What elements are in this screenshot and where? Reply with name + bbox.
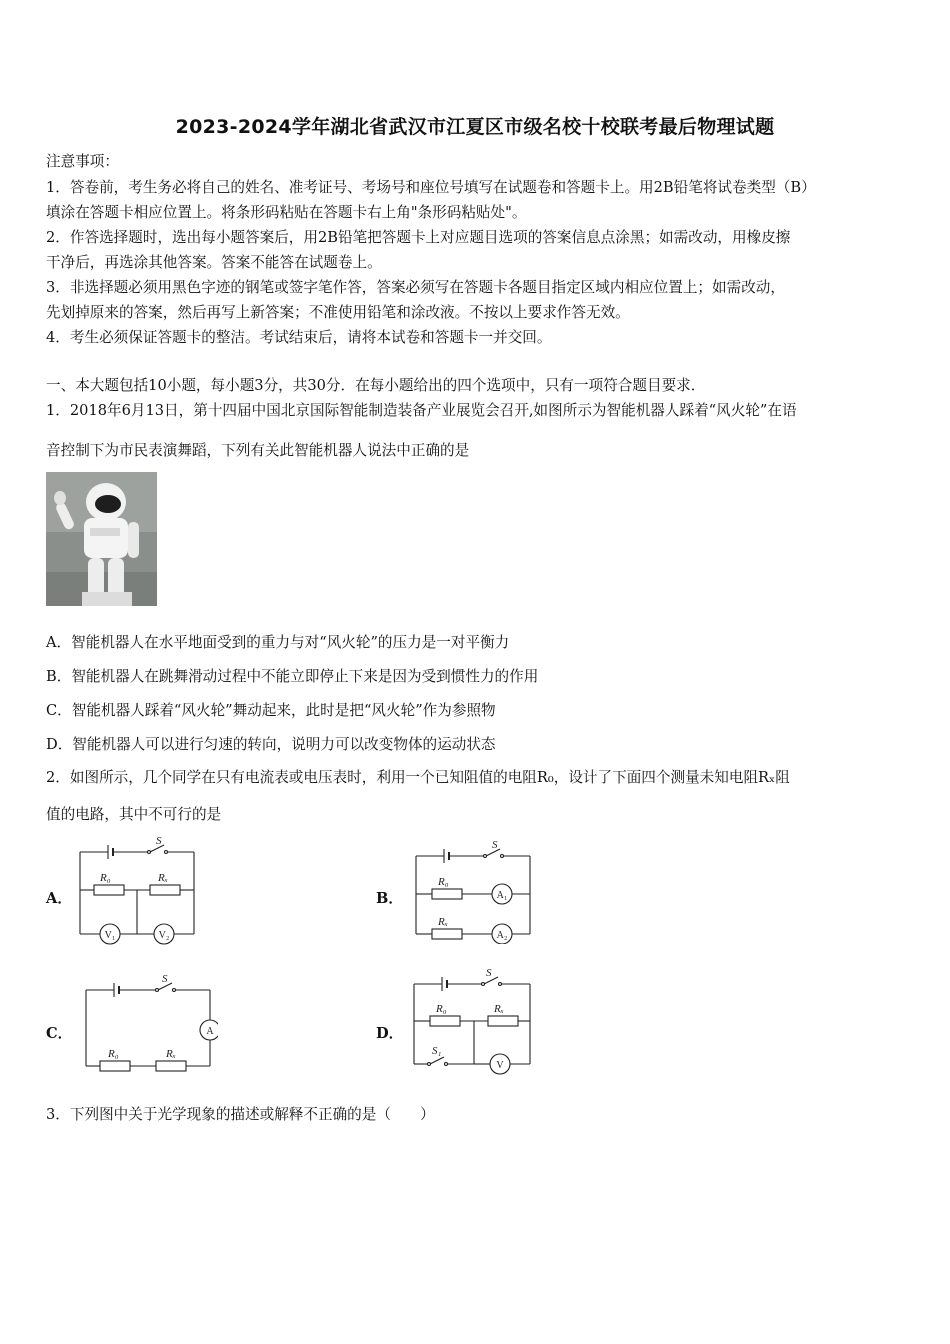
section-heading: 一、本大题包括10小题，每小题3分，共30分．在每小题给出的四个选项中，只有一项符合题目要求． [46,377,706,394]
q3-stem: 3．下列图中关于光学现象的描述或解释不正确的是（ ） [46,1106,435,1123]
notice-line: 1．答卷前，考生务必将自己的姓名、准考证号、考场号和座位号填写在试题卷和答题卡上。用2B铅笔将试卷类型（B） [46,179,816,196]
q1-option-a: A．智能机器人在水平地面受到的重力与对“风火轮”的压力是一对平衡力 [46,634,510,651]
page-title: 2023-2024学年湖北省武汉市江夏区市级名校十校联考最后物理试题 [175,116,775,138]
circuit-a-diagram [74,834,202,946]
r0-label: R₀ [108,1048,119,1060]
switch-label: S [492,839,498,851]
switch-label: S [156,835,162,847]
notice-line: 先划掉原来的答案，然后再写上新答案；不准使用铅笔和涂改液。不按以上要求作答无效。 [46,304,630,321]
ammeter-a1-label: A₁ [496,890,508,901]
circuit-d-label: D． [376,1025,404,1042]
robot-photo [46,472,157,606]
notice-line: 干净后，再选涂其他答案。答案不能答在试题卷上。 [46,254,382,271]
r0-label: R₀ [438,876,449,888]
notice-line: 4．考生必须保证答题卡的整洁。考试结束后，请将本试卷和答题卡一并交回。 [46,329,552,346]
r0-label: R₀ [436,1003,447,1015]
q1-option-c: C．智能机器人踩着“风火轮”舞动起来，此时是把“风火轮”作为参照物 [46,702,496,719]
ammeter-a2-label: A₂ [496,930,508,941]
q1-stem: 1．2018年6月13日，第十四届中国北京国际智能制造装备产业展览会召开,如图所示为智能机器人踩着“风火轮”在语 [46,402,797,419]
q2-stem: 值的电路，其中不可行的是 [46,806,222,823]
q1-stem: 音控制下为市民表演舞蹈，下列有关此智能机器人说法中正确的是 [46,442,470,459]
circuit-c-label: C． [46,1025,73,1042]
q1-option-d: D．智能机器人可以进行匀速的转向，说明力可以改变物体的运动状态 [46,736,496,753]
switch-label: S [486,967,492,979]
voltmeter-v2-label: V₂ [158,930,170,941]
circuit-b-label: B． [376,890,403,907]
voltmeter-label: V [496,1060,504,1071]
notice-line: 2．作答选择题时，选出每小题答案后，用2B铅笔把答题卡上对应题目选项的答案信息点涂黑；如需改动，用橡皮擦 [46,229,791,246]
notice-line: 填涂在答题卡相应位置上。将条形码粘贴在答题卡右上角"条形码粘贴处"。 [46,204,527,221]
circuit-c-diagram [80,966,218,1076]
ammeter-label: A [206,1026,214,1037]
q2-stem: 2．如图所示，几个同学在只有电流表或电压表时，利用一个已知阻值的电阻R₀，设计了下面四个测量未知电阻Rₓ阻 [46,769,790,786]
circuit-a-label: A． [46,890,72,907]
switch-label: S [162,973,168,985]
notice-heading: 注意事项： [46,153,119,170]
rx-label: Rₓ [166,1048,176,1060]
q1-option-b: B．智能机器人在跳舞滑动过程中不能立即停止下来是因为受到惯性力的作用 [46,668,539,685]
rx-label: Rₓ [158,872,168,884]
switch1-label: S₁ [432,1045,442,1057]
rx-label: Rₓ [494,1003,504,1015]
r0-label: R₀ [100,872,111,884]
notice-line: 3．非选择题必须用黑色字迹的钢笔或签字笔作答，答案必须写在答题卡各题目指定区域内相应位置上；如需改动， [46,279,785,296]
rx-label: Rₓ [438,916,448,928]
circuit-b-diagram [410,838,538,944]
voltmeter-v1-label: V₁ [104,930,116,941]
circuit-d-diagram [408,966,538,1078]
